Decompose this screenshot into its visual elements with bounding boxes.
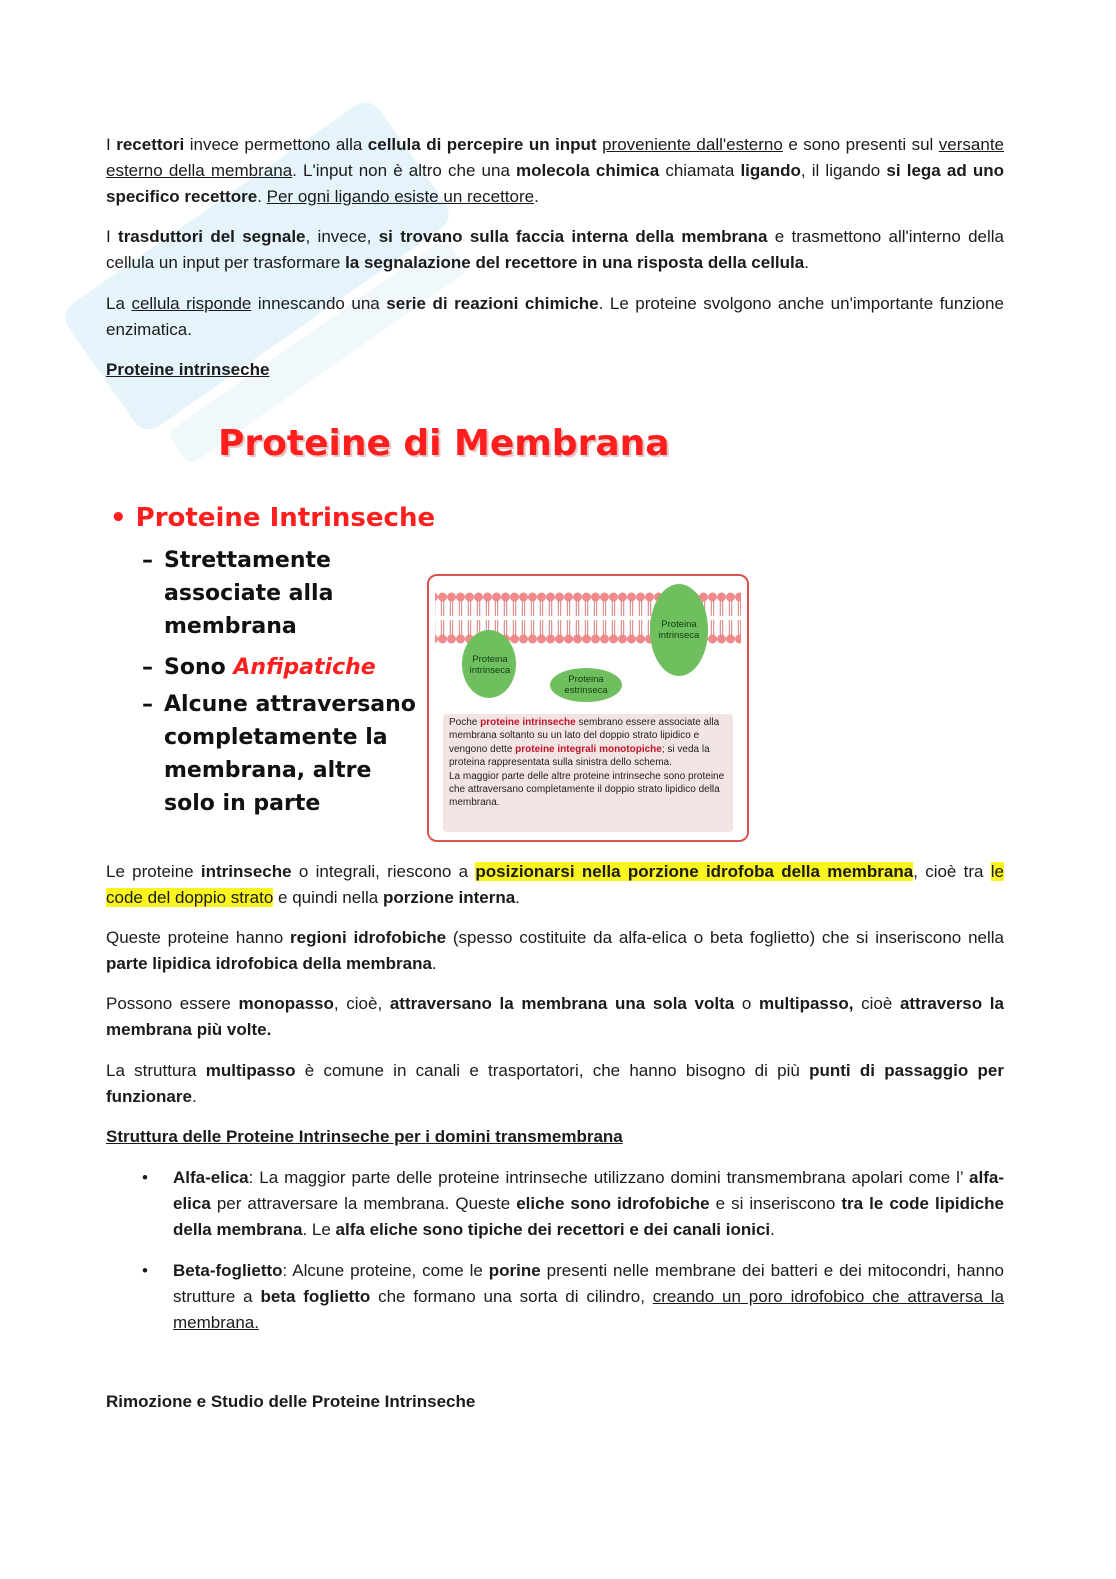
heading-proteine-intrinseche: Proteine intrinseche <box>106 360 270 379</box>
paragraph-monopasso: Possono essere monopasso, cioè, attraversano la membrana una sola volta o multipasso, cioè attraverso la membrana più volte. <box>106 994 1004 1039</box>
list-item-alfa-elica: • Alfa-elica: La maggior parte delle proteine intrinseche utilizzano domini transmembrana apolari come l’ alfa-elica per attraversare la membrana. Queste eliche sono idrofobiche e si inseriscono tra le code lipidiche della membrana. Le alfa eliche sono tipiche dei recettori e dei canali ionici. <box>106 1165 1004 1243</box>
paragraph-regioni-idrofobiche: Queste proteine hanno regioni idrofobiche (spesso costituite da alfa-elica o beta foglietto) che si inseriscono nella parte lipidica idrofobica della membrana. <box>106 928 1004 973</box>
paragraph-multipasso: La struttura multipasso è comune in canali e trasportatori, che hanno bisogno di più punti di passaggio per funzionare. <box>106 1061 1004 1106</box>
paragraph-recettori: I recettori invece permettono alla cellula di percepire un input proveniente dall'esterno e sono presenti sul versante esterno della membrana. L'input non è altro che una molecola chimica chiamata ligando, il ligando si lega ad uno specifico recettore. Per ogni ligando esiste un recettore. <box>106 135 1004 206</box>
slide-title: Proteine di Membrana <box>218 423 670 464</box>
label-protein-right: Proteina intrinseca <box>658 619 700 641</box>
list-item-beta-foglietto: • Beta-foglietto: Alcune proteine, come le porine presenti nelle membrane dei batteri e dei mitocondri, hanno strutture a beta foglietto che formano una sorta di cilindro, creando un poro idrofobico che attraversa la membrana. <box>106 1258 1004 1336</box>
slide-bullet: • Proteine Intrinseche <box>110 503 436 533</box>
figure-caption: Poche proteine intrinseche sembrano essere associate alla membrana soltanto su un lato del doppio strato lipidico e vengono dette proteine integrali monotopiche; si veda la proteina rappresentata sulla sinistra dello schema. La maggior parte delle altre proteine intrinseche sono proteine che attraversano completamente il doppio strato lipidico della membrana. <box>443 714 733 832</box>
heading-rimozione: Rimozione e Studio delle Proteine Intrinseche <box>106 1392 476 1411</box>
label-protein-left: Proteina intrinseca <box>469 654 511 676</box>
bullet-list-domini <box>106 1165 1004 1336</box>
slide-image: Proteine di Membrana • Proteine Intrinseche – Strettamente associate alla membrana – Sono Anfipatiche – Alcune attraversano completamente la membrana, altre solo in parte Proteina intrinseca Proteina intrinseca Proteina estrinseca Poche proteine intrinseche sembrano essere associate alla membrana soltanto su un lato del doppio strato lipidico e vengono dette proteine integrali monotopiche; si veda la proteina rappresentata sulla sinistra dello schema. La maggior parte delle altre proteine intrinseche sono proteine che attraversano completamente il doppio strato lipidico della membrana. <box>106 425 766 845</box>
paragraph-cellula-risponde: La cellula risponde innescando una serie di reazioni chimiche. Le proteine svolgono anche un'importante funzione enzimatica. <box>106 294 1004 339</box>
label-protein-bottom: Proteina estrinseca <box>564 674 608 696</box>
membrane-figure <box>427 574 749 842</box>
paragraph-intrinseche: Le proteine intrinseche o integrali, riescono a posizionarsi nella porzione idrofoba della membrana, cioè tra le code del doppio strato e quindi nella porzione interna. <box>106 862 1004 907</box>
paragraph-trasduttori: I trasduttori del segnale, invece, si trovano sulla faccia interna della membrana e trasmettono all'interno della cellula un input per trasformare la segnalazione del recettore in una risposta della cellula. <box>106 227 1004 272</box>
heading-struttura: Struttura delle Proteine Intrinseche per i domini transmembrana <box>106 1127 623 1146</box>
